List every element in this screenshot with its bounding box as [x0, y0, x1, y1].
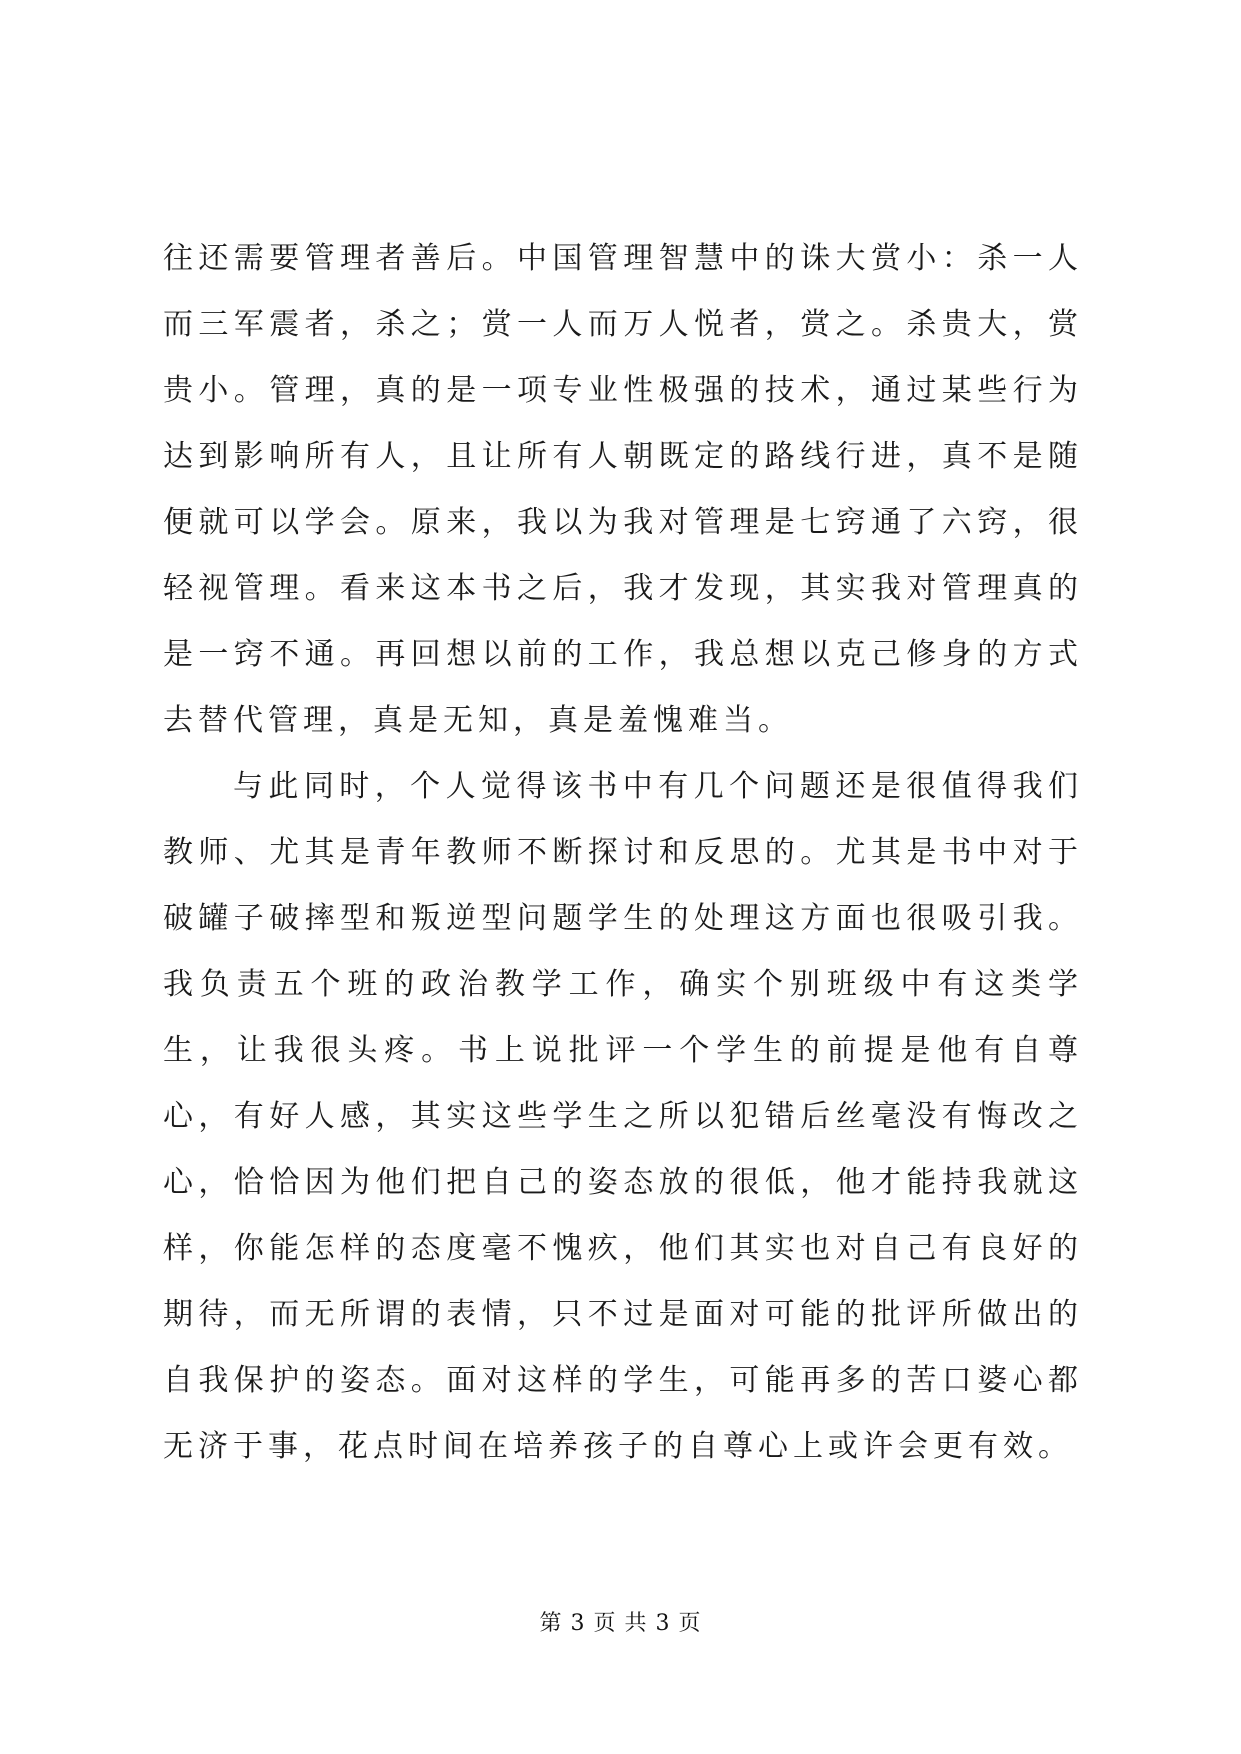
body-paragraph-1: 往还需要管理者善后。中国管理智慧中的诛大赏小：杀一人而三军震者，杀之；赏一人而万人悦者，赏之。杀贵大，赏贵小。管理，真的是一项专业性极强的技术，通过某些行为达到影响所有人，且让所有人朝既定的路线行进，真不是随便就可以学会。原来，我以为我对管理是七窍通了六窍，很轻视管理。看来这本书之后，我才发现，其实我对管理真的是一窍不通。再回想以前的工作，我总想以克己修身的方式去替代管理，真是无知，真是羞愧难当。: [163, 241, 1083, 738]
body-paragraph-2: 与此同时，个人觉得该书中有几个问题还是很值得我们教师、尤其是青年教师不断探讨和反思的。尤其是书中对于破罐子破摔型和叛逆型问题学生的处理这方面也很吸引我。我负责五个班的政治教学工作，确实个别班级中有这类学生，让我很头疼。书上说批评一个学生的前提是他有自尊心，有好人感，其实这些学生之所以犯错后丝毫没有悔改之心，恰恰因为他们把自己的姿态放的很低，他才能持我就这样，你能怎样的态度毫不愧疚，他们其实也对自己有良好的期待，而无所谓的表情，只不过是面对可能的批评所做出的自我保护的姿态。面对这样的学生，可能再多的苦口婆心都无济于事，花点时间在培养孩子的自尊心上或许会更有效。: [163, 769, 1083, 1464]
document-body: [163, 226, 1083, 1480]
page-number-footer: 第 3 页 共 3 页: [539, 1611, 702, 1636]
